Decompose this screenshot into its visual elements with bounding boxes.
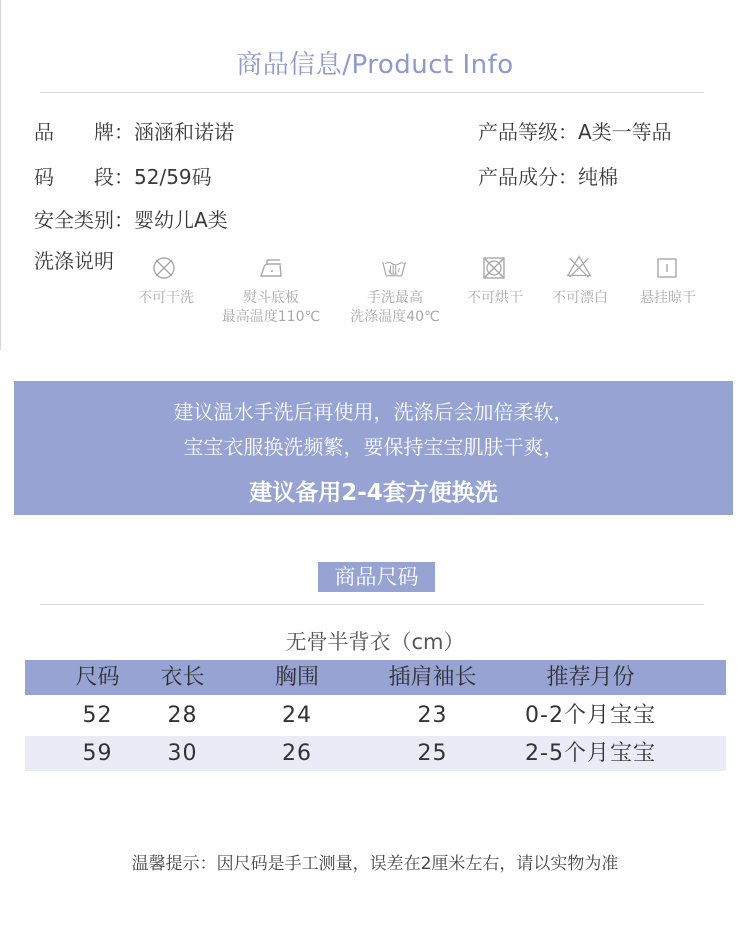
wash-instructions-label: 洗涤说明 [34,249,114,273]
header-length: 衣长 [160,665,205,690]
safety-value: 婴幼儿A类 [134,208,228,232]
spec-material [478,161,618,190]
hand-wash-icon [381,255,407,281]
care-label-hang-dry: 悬挂晾干 [640,290,696,306]
header-size: 尺码 [75,665,120,690]
no-tumble-dry-icon [151,255,177,281]
iron-icon [258,255,284,281]
size-value: 52/59码 [134,165,212,189]
cell-length: 30 [167,741,198,766]
title-divider [40,92,704,93]
size-divider [40,604,704,605]
care-label-no-dry-clean: 不可干洗 [138,290,194,306]
size-label: 码 段： [34,165,134,189]
material-label: 产品成分： [478,165,578,189]
material-value: 纯棉 [578,165,618,189]
measurement-note: 温馨提示：因尺码是手工测量，误差在2厘米左右，请以实物为准 [131,854,619,874]
cell-chest: 26 [282,741,312,766]
care-label-iron: 熨斗底板 最高温度110℃ [221,290,321,325]
no-bleach-icon [566,253,592,279]
header-sleeve: 插肩袖长 [388,665,477,690]
cell-length: 28 [167,703,198,728]
cell-size: 59 [82,741,113,766]
brand-value: 涵涵和诺诺 [134,120,234,144]
care-label-no-dryer: 不可烘干 [467,290,523,306]
table-row [25,736,726,771]
header-age: 推荐月份 [546,665,635,690]
cell-age: 2-5个月宝宝 [525,741,656,766]
size-table-title: 无骨半背衣（cm） [285,630,465,654]
spec-size-range [34,161,212,190]
cell-age: 0-2个月宝宝 [525,703,656,728]
no-dryer-icon [481,255,507,281]
header-chest: 胸围 [274,665,319,690]
hang-dry-icon [654,255,680,281]
cell-size: 52 [82,703,113,728]
cell-sleeve: 23 [417,703,448,728]
spec-brand [34,116,234,145]
brand-label: 品 牌： [34,120,134,144]
cell-sleeve: 25 [417,741,448,766]
banner-line-3: 建议备用2-4套方便换洗 [249,480,498,506]
size-section-title: 商品尺码 [318,562,435,592]
table-row [25,698,726,733]
care-label-hand-wash: 手洗最高 洗涤温度40℃ [350,290,440,325]
product-info-title: 商品信息/Product Info [236,50,514,80]
grade-value: A类一等品 [578,120,672,144]
washing-tip-banner [14,381,733,515]
cell-chest: 24 [282,703,312,728]
banner-line-1: 建议温水手洗后再使用，洗涤后会加倍柔软， [173,400,574,424]
size-table-header [25,660,726,695]
grade-label: 产品等级： [478,120,578,144]
safety-label: 安全类别： [34,208,134,232]
banner-line-2: 宝宝衣服换洗频繁，要保持宝宝肌肤干爽， [183,435,564,459]
care-label-no-bleach: 不可漂白 [552,290,608,306]
spec-grade [478,116,672,145]
spec-safety [34,204,228,233]
